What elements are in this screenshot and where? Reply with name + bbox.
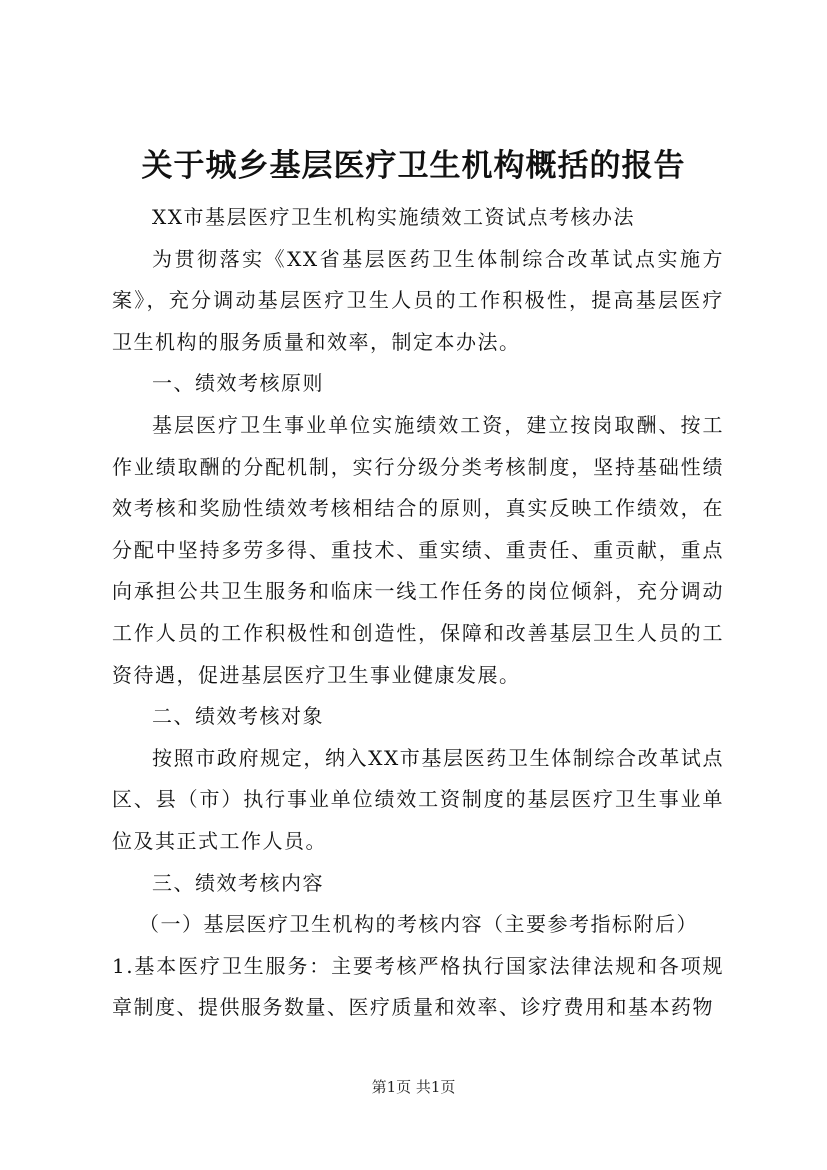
section3-subheading: （一）基层医疗卫生机构的考核内容（主要参考指标附后） <box>139 912 698 937</box>
section1-heading: 一、绩效考核原则 <box>152 371 324 396</box>
document-subtitle: XX市基层医疗卫生机构实施绩效工资试点考核办法 <box>152 205 635 229</box>
section2-paragraph: 按照市政府规定，纳入XX市基层医药卫生体制综合改革试点区、县（市）执行事业单位绩效工资制度的基层医疗卫生事业单位及其正式工作人员。 <box>112 745 724 853</box>
section2-heading: 二、绩效考核对象 <box>152 704 324 729</box>
page-footer: 第1页 共1页 <box>371 1078 456 1096</box>
intro-paragraph: 为贯彻落实《XX省基层医药卫生体制综合改革试点实施方案》，充分调动基层医疗卫生人员的工作积极性，提高基层医疗卫生机构的服务质量和效率，制定本办法。 <box>112 246 724 354</box>
document-title: 关于城乡基层医疗卫生机构概括的报告 <box>141 148 686 184</box>
item1-paragraph: 1.基本医疗卫生服务：主要考核严格执行国家法律法规和各项规章制度、提供服务数量、医疗质量和效率、诊疗费用和基本药物 <box>112 953 724 1020</box>
document-body <box>112 197 724 1029</box>
section1-paragraph: 基层医疗卫生事业单位实施绩效工资，建立按岗取酬、按工作业绩取酬的分配机制，实行分级分类考核制度，坚持基础性绩效考核和奖励性绩效考核相结合的原则，真实反映工作绩效，在分配中坚持多劳多得、重技术、重实绩、重责任、重贡献，重点向承担公共卫生服务和临床一线工作任务的岗位倾斜，充分调动工作人员的工作积极性和创造性，保障和改善基层卫生人员的工资待遇，促进基层医疗卫生事业健康发展。 <box>112 412 724 687</box>
section3-heading: 三、绩效考核内容 <box>152 870 324 895</box>
